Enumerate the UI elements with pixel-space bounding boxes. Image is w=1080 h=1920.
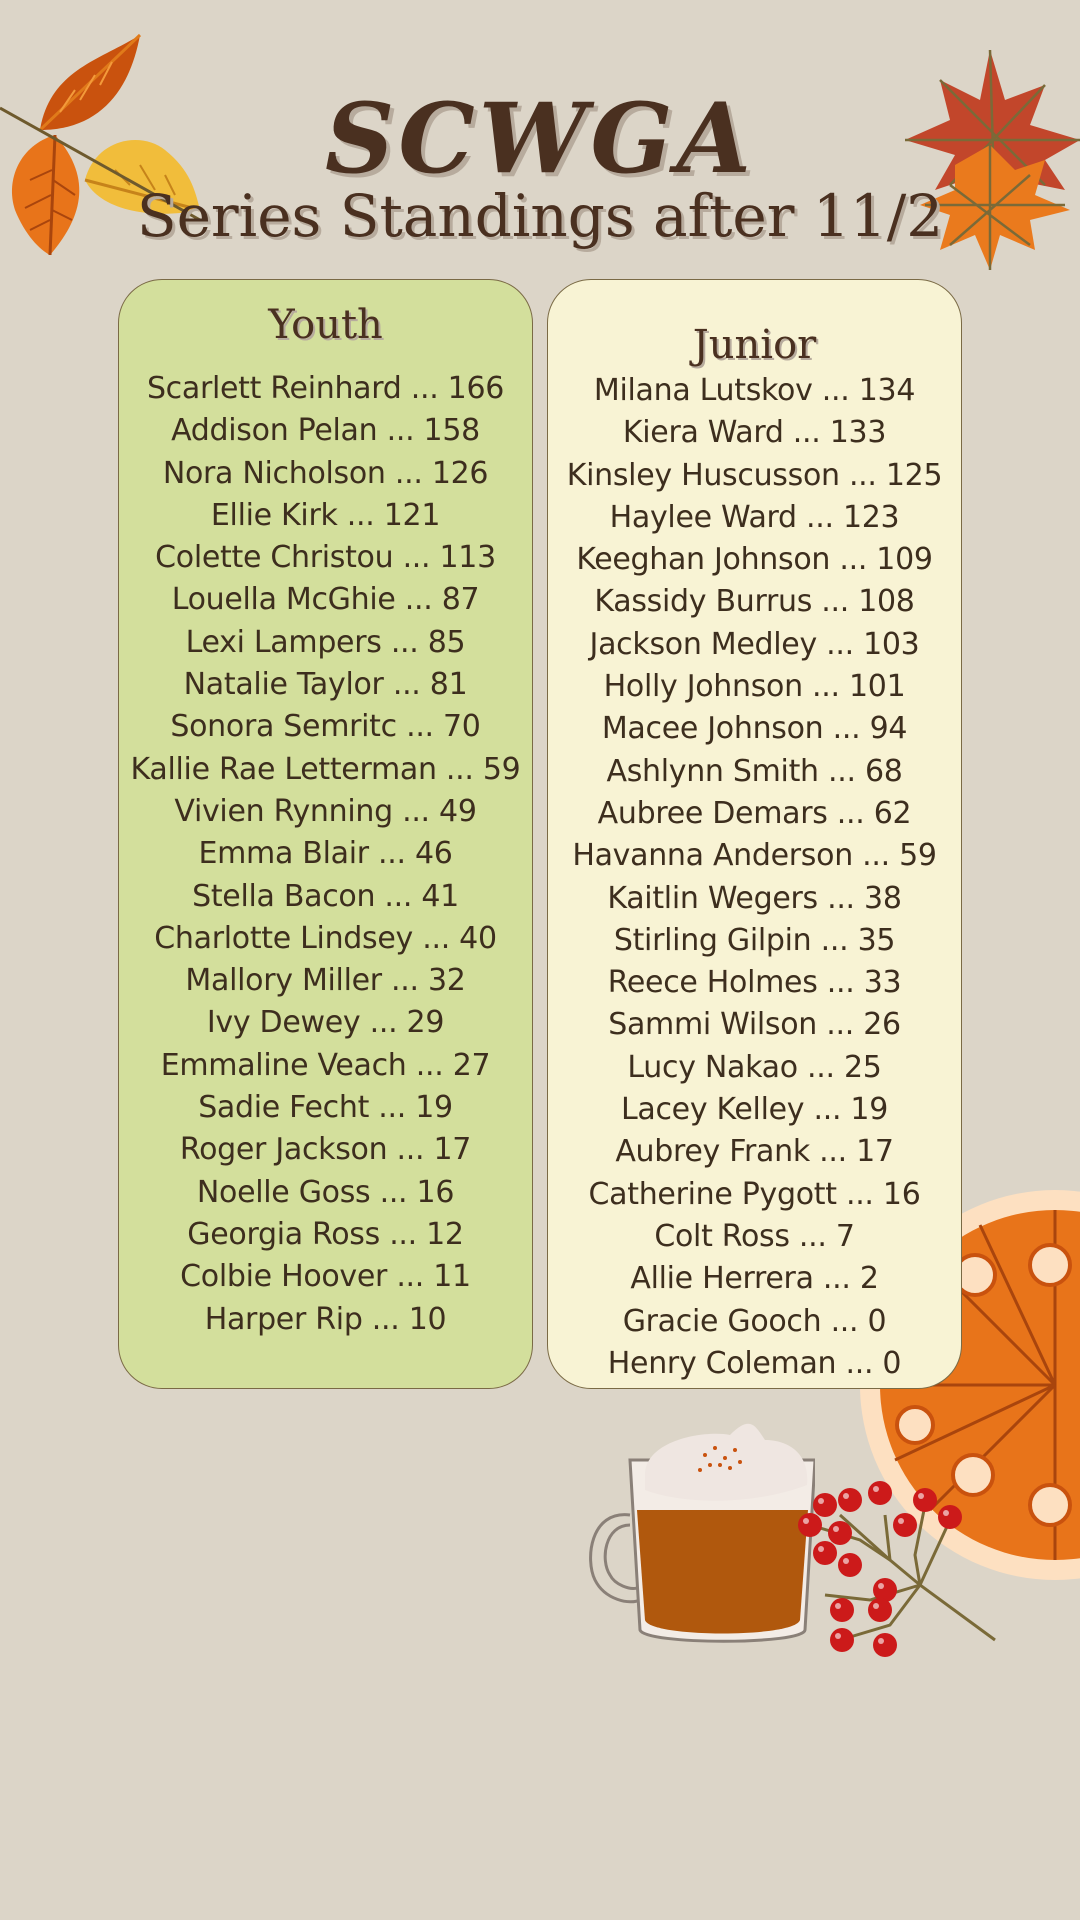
- list-item: Stella Bacon ... 41: [192, 878, 459, 914]
- page-subtitle: Series Standings after 11/2: [136, 182, 944, 250]
- list-item: Louella McGhie ... 87: [171, 582, 480, 618]
- youth-standings-panel: [118, 279, 533, 1389]
- list-item: Aubree Demars ... 62: [597, 795, 912, 831]
- list-item: Ashlynn Smith ... 68: [606, 753, 903, 789]
- list-item: Kaitlin Wegers ... 38: [607, 880, 902, 916]
- junior-standings-list: [548, 370, 961, 1385]
- brand-title: SCWGA: [324, 82, 755, 195]
- list-item: Lacey Kelley ... 19: [620, 1092, 888, 1128]
- list-item: Gracie Gooch ... 0: [622, 1303, 887, 1339]
- list-item: Aubrey Frank ... 17: [615, 1134, 894, 1170]
- list-item: Colette Christou ... 113: [155, 540, 496, 576]
- list-item: Colt Ross ... 7: [654, 1218, 855, 1254]
- list-item: Emma Blair ... 46: [198, 836, 453, 872]
- red-berries-icon: [770, 1465, 1000, 1660]
- list-item: Reece Holmes ... 33: [607, 965, 902, 1001]
- list-item: Lexi Lampers ... 85: [185, 624, 466, 660]
- list-item: Macee Johnson ... 94: [601, 711, 908, 747]
- list-item: Sadie Fecht ... 19: [198, 1090, 453, 1126]
- list-item: Allie Herrera ... 2: [630, 1261, 879, 1297]
- list-item: Milana Lutskov ... 134: [593, 373, 916, 408]
- list-item: Henry Coleman ... 0: [607, 1345, 902, 1381]
- list-item: Haylee Ward ... 123: [609, 499, 900, 535]
- list-item: Noelle Goss ... 16: [196, 1174, 455, 1210]
- list-item: Roger Jackson ... 17: [179, 1132, 472, 1168]
- list-item: Holly Johnson ... 101: [603, 669, 906, 705]
- list-item: Jackson Medley ... 103: [589, 626, 920, 662]
- junior-standings-panel: [547, 279, 962, 1389]
- list-item: Ellie Kirk ... 121: [210, 497, 441, 533]
- list-item: Sonora Semritc ... 70: [170, 709, 481, 745]
- youth-standings-list: [119, 368, 532, 1341]
- list-item: Keeghan Johnson ... 109: [576, 542, 933, 578]
- junior-panel-title: Junior: [692, 322, 817, 368]
- list-item: Havanna Anderson ... 59: [572, 838, 937, 874]
- list-item: Mallory Miller ... 32: [185, 963, 466, 999]
- youth-panel-title: Youth: [268, 302, 383, 348]
- list-item: Ivy Dewey ... 29: [206, 1005, 445, 1041]
- list-item: Colbie Hoover ... 11: [180, 1259, 471, 1295]
- list-item: Kallie Rae Letterman ... 59: [130, 751, 521, 787]
- list-item: Emmaline Veach ... 27: [160, 1047, 491, 1083]
- list-item: Stirling Gilpin ... 35: [613, 922, 896, 958]
- list-item: Sammi Wilson ... 26: [608, 1007, 901, 1043]
- list-item: Lucy Nakao ... 25: [627, 1049, 882, 1085]
- list-item: Kiera Ward ... 133: [622, 415, 887, 451]
- list-item: Natalie Taylor ... 81: [183, 667, 468, 703]
- list-item: Nora Nicholson ... 126: [162, 455, 489, 491]
- list-item: Addison Pelan ... 158: [171, 413, 480, 449]
- list-item: Kinsley Huscusson ... 125: [566, 457, 943, 493]
- list-item: Harper Rip ... 10: [204, 1301, 447, 1337]
- list-item: Scarlett Reinhard ... 166: [146, 371, 505, 406]
- list-item: Kassidy Burrus ... 108: [594, 584, 915, 620]
- list-item: Georgia Ross ... 12: [187, 1216, 464, 1252]
- list-item: Vivien Rynning ... 49: [174, 793, 477, 829]
- list-item: Charlotte Lindsey ... 40: [154, 920, 497, 956]
- list-item: Catherine Pygott ... 16: [588, 1176, 921, 1212]
